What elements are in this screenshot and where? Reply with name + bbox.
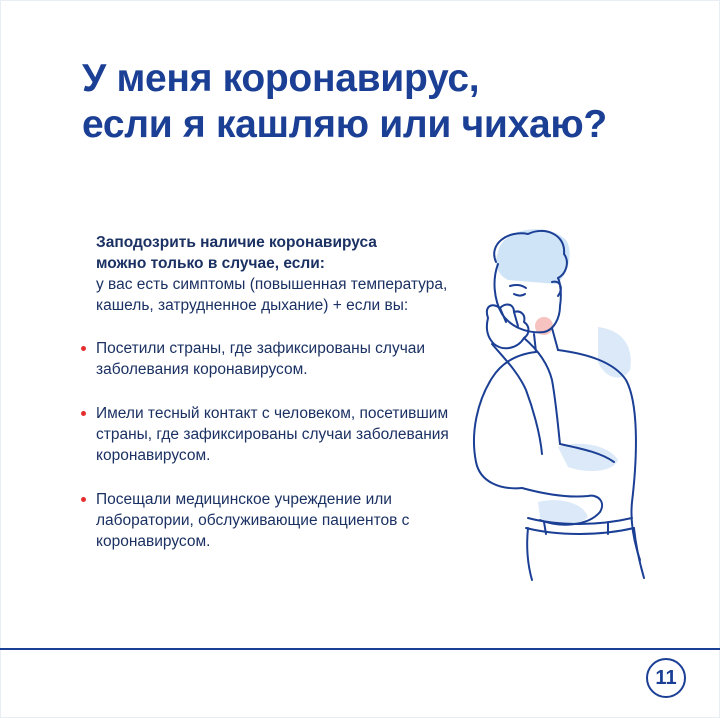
intro-bold [96,232,456,274]
list-item-text: Посещали медицинское учреждение или лаборатории, обслуживающие пациентов с коронавирусом. [96,491,410,550]
list-item [96,489,456,552]
bullet-dot-icon [81,346,86,351]
list-item-text: Посетили страны, где зафиксированы случаи заболевания коронавирусом. [96,340,426,378]
pants-right [634,528,644,578]
raised-arm-outline [492,344,542,454]
footer-divider [0,648,720,650]
list-item-text: Имели тесный контакт с человеком, посетившим страны, где зафиксированы случаи заболевания коронавирусом. [96,405,449,464]
content-block [96,232,456,575]
page-number-badge: 11 [646,658,686,698]
intro-text: у вас есть симптомы (повышенная температура, кашель, затрудненное дыхание) + если вы: [96,276,448,314]
intro-bold-line-1: Заподозрить наличие коронавируса [96,234,377,251]
eye-closed-icon [514,294,525,296]
sleeve-highlight [558,444,618,471]
list-item [96,403,456,466]
bullet-dot-icon [81,411,86,416]
list-item [96,338,456,380]
pants-left [527,528,532,580]
belt-bottom [526,528,634,534]
torso-left-outline [474,352,536,488]
brow-icon [510,285,526,288]
coughing-man-illustration [448,222,658,582]
conditions-list [96,338,456,552]
title-line-1: У меня коронавирус, [82,57,480,100]
page-title [82,56,682,148]
intro-bold-line-2: можно только в случае, если: [96,255,325,272]
title-line-2: если я кашляю или чихаю? [82,103,607,146]
bullet-dot-icon [81,497,86,502]
hand-over-mouth [487,305,529,349]
shoulder-highlight [598,327,631,378]
